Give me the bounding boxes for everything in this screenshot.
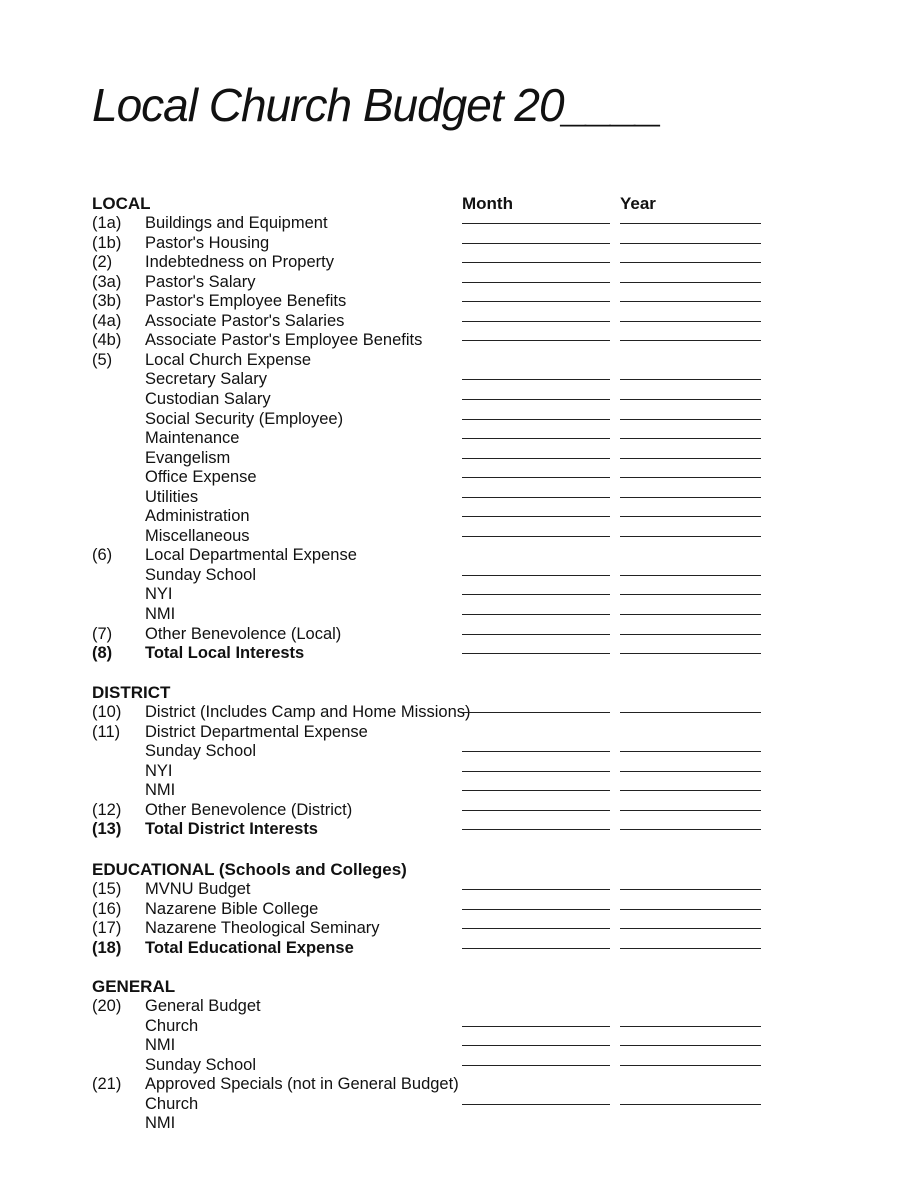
month-amount-blank[interactable] (462, 399, 610, 400)
line-number: (12) (92, 800, 122, 819)
budget-row (0, 819, 900, 839)
budget-row (0, 1055, 900, 1075)
year-amount-blank[interactable] (620, 634, 761, 635)
year-amount-blank[interactable] (620, 438, 761, 439)
month-amount-blank[interactable] (462, 771, 610, 772)
year-amount-blank[interactable] (620, 477, 761, 478)
line-label: Evangelism (145, 448, 231, 467)
month-amount-blank[interactable] (462, 243, 610, 244)
budget-row (0, 506, 900, 526)
line-label: Pastor's Salary (145, 272, 256, 291)
month-amount-blank[interactable] (462, 1045, 610, 1046)
month-amount-blank[interactable] (462, 340, 610, 341)
month-amount-blank[interactable] (462, 223, 610, 224)
line-label: Sunday School (145, 1055, 256, 1074)
year-amount-blank[interactable] (620, 243, 761, 244)
budget-row (0, 702, 900, 722)
month-amount-blank[interactable] (462, 1065, 610, 1066)
line-number: (8) (92, 644, 113, 663)
budget-row (0, 545, 900, 565)
line-label: NMI (145, 1114, 176, 1130)
month-column-header: Month (462, 194, 513, 213)
line-number: (18) (92, 938, 122, 957)
budget-row (0, 565, 900, 585)
year-amount-blank[interactable] (620, 282, 761, 283)
month-amount-blank[interactable] (462, 594, 610, 595)
month-amount-blank[interactable] (462, 575, 610, 576)
line-label: Total Educational Expense (145, 938, 354, 957)
line-label: Utilities (145, 487, 199, 506)
line-label: Nazarene Bible College (145, 899, 319, 918)
month-amount-blank[interactable] (462, 928, 610, 929)
line-label: District (Includes Camp and Home Missions) (145, 703, 471, 721)
budget-row (0, 1016, 900, 1036)
line-label: Church (145, 1094, 199, 1113)
line-label: NMI (145, 781, 176, 800)
year-column-header: Year (620, 194, 656, 213)
budget-row (0, 487, 900, 507)
section-header: DISTRICT (92, 683, 171, 702)
line-label: Sunday School (145, 565, 256, 584)
month-amount-blank[interactable] (462, 301, 610, 302)
year-amount-blank[interactable] (620, 614, 761, 615)
budget-row (0, 741, 900, 761)
budget-row (0, 624, 900, 644)
budget-row (0, 467, 900, 487)
budget-row (0, 918, 900, 938)
budget-row (0, 780, 900, 800)
budget-row (0, 311, 900, 331)
year-amount-blank[interactable] (620, 419, 761, 420)
line-number: (21) (92, 1075, 122, 1094)
line-number: (20) (92, 997, 122, 1015)
budget-row (0, 389, 900, 409)
budget-row (0, 879, 900, 899)
line-number: (5) (92, 350, 113, 369)
budget-row (0, 409, 900, 429)
budget-row (0, 428, 900, 448)
year-amount-blank[interactable] (620, 379, 761, 380)
month-amount-blank[interactable] (462, 751, 610, 752)
budget-row (0, 604, 900, 624)
section-header: LOCAL (92, 194, 151, 213)
year-amount-blank[interactable] (620, 223, 761, 224)
year-amount-blank[interactable] (620, 751, 761, 752)
budget-row (0, 722, 900, 742)
line-number: (13) (92, 820, 122, 839)
year-amount-blank[interactable] (620, 497, 761, 498)
month-amount-blank[interactable] (462, 653, 610, 654)
line-label: NMI (145, 1036, 176, 1055)
year-amount-blank[interactable] (620, 1104, 761, 1105)
month-amount-blank[interactable] (462, 438, 610, 439)
year-amount-blank[interactable] (620, 928, 761, 929)
month-amount-blank[interactable] (462, 810, 610, 811)
budget-row (0, 996, 900, 1016)
month-amount-blank[interactable] (462, 1026, 610, 1027)
month-amount-blank[interactable] (462, 419, 610, 420)
line-number: (16) (92, 899, 122, 918)
line-label: Social Security (Employee) (145, 409, 344, 428)
line-label: Administration (145, 507, 250, 526)
month-amount-blank[interactable] (462, 477, 610, 478)
section-header: GENERAL (92, 977, 176, 996)
line-label: Associate Pastor's Salaries (145, 311, 345, 330)
line-label: Local Church Expense (145, 350, 312, 369)
month-amount-blank[interactable] (462, 262, 610, 263)
budget-row (0, 448, 900, 468)
year-amount-blank[interactable] (620, 771, 761, 772)
budget-row (0, 584, 900, 604)
line-label: Nazarene Theological Seminary (145, 919, 380, 938)
line-label: Associate Pastor's Employee Benefits (145, 331, 423, 350)
year-amount-blank[interactable] (620, 948, 761, 949)
line-number: (4b) (92, 331, 122, 350)
line-label: NMI (145, 605, 176, 623)
budget-row (0, 369, 900, 389)
month-amount-blank[interactable] (462, 909, 610, 910)
line-number: (15) (92, 880, 122, 898)
year-amount-blank[interactable] (620, 909, 761, 910)
budget-row (0, 938, 900, 958)
budget-row (0, 800, 900, 820)
line-label: Approved Specials (not in General Budget) (145, 1075, 459, 1094)
month-amount-blank[interactable] (462, 536, 610, 537)
line-number: (6) (92, 546, 113, 565)
section-header: EDUCATIONAL (Schools and Colleges) (92, 860, 407, 879)
budget-row (0, 643, 900, 663)
line-number: (3a) (92, 272, 122, 291)
line-number: (1a) (92, 214, 122, 232)
budget-row (0, 526, 900, 546)
budget-row (0, 213, 900, 233)
budget-row (0, 252, 900, 272)
budget-row (0, 1035, 900, 1055)
month-amount-blank[interactable] (462, 516, 610, 517)
line-label: Sunday School (145, 742, 256, 761)
line-label: Maintenance (145, 429, 240, 448)
month-amount-blank[interactable] (462, 790, 610, 791)
line-label: Secretary Salary (145, 370, 267, 389)
budget-row (0, 272, 900, 292)
line-label: Total District Interests (145, 820, 318, 839)
year-amount-blank[interactable] (620, 536, 761, 537)
line-label: Office Expense (145, 468, 257, 487)
line-number: (17) (92, 919, 122, 938)
line-number: (3b) (92, 292, 122, 311)
month-amount-blank[interactable] (462, 282, 610, 283)
line-number: (4a) (92, 311, 122, 330)
year-amount-blank[interactable] (620, 790, 761, 791)
line-label: Indebtedness on Property (145, 253, 334, 272)
line-label: District Departmental Expense (145, 722, 368, 741)
line-number: (11) (92, 722, 121, 741)
line-label: Other Benevolence (Local) (145, 624, 342, 643)
budget-row (0, 330, 900, 350)
line-label: Custodian Salary (145, 389, 271, 408)
budget-row (0, 1113, 900, 1130)
year-amount-blank[interactable] (620, 1045, 761, 1046)
budget-row (0, 291, 900, 311)
month-amount-blank[interactable] (462, 321, 610, 322)
month-amount-blank[interactable] (462, 379, 610, 380)
year-amount-blank[interactable] (620, 1026, 761, 1027)
year-amount-blank[interactable] (620, 575, 761, 576)
budget-row (0, 1074, 900, 1094)
year-amount-blank[interactable] (620, 458, 761, 459)
page-title: Local Church Budget 20____ (92, 79, 662, 131)
line-label: MVNU Budget (145, 880, 251, 898)
year-amount-blank[interactable] (620, 889, 761, 890)
line-number: (2) (92, 253, 113, 272)
line-label: NYI (145, 761, 173, 780)
line-label: NYI (145, 585, 173, 604)
month-amount-blank[interactable] (462, 497, 610, 498)
line-label: General Budget (145, 997, 261, 1015)
line-number: (10) (92, 703, 122, 721)
year-amount-blank[interactable] (620, 1065, 761, 1066)
year-amount-blank[interactable] (620, 516, 761, 517)
month-amount-blank[interactable] (462, 889, 610, 890)
line-label: Pastor's Employee Benefits (145, 292, 347, 311)
budget-row (0, 761, 900, 781)
line-number: (1b) (92, 233, 122, 252)
year-amount-blank[interactable] (620, 594, 761, 595)
line-number: (7) (92, 624, 113, 643)
year-amount-blank[interactable] (620, 653, 761, 654)
budget-row (0, 233, 900, 253)
year-amount-blank[interactable] (620, 829, 761, 830)
month-amount-blank[interactable] (462, 712, 610, 713)
month-amount-blank[interactable] (462, 634, 610, 635)
budget-row (0, 1094, 900, 1114)
budget-row (0, 350, 900, 370)
year-amount-blank[interactable] (620, 399, 761, 400)
month-amount-blank[interactable] (462, 948, 610, 949)
line-label: Pastor's Housing (145, 233, 270, 252)
year-amount-blank[interactable] (620, 810, 761, 811)
budget-row (0, 899, 900, 919)
line-label: Other Benevolence (District) (145, 800, 353, 819)
line-label: Total Local Interests (145, 644, 305, 663)
year-amount-blank[interactable] (620, 712, 761, 713)
year-amount-blank[interactable] (620, 340, 761, 341)
line-label: Church (145, 1016, 199, 1035)
month-amount-blank[interactable] (462, 1104, 610, 1105)
line-label: Miscellaneous (145, 526, 250, 545)
year-amount-blank[interactable] (620, 321, 761, 322)
month-amount-blank[interactable] (462, 829, 610, 830)
month-amount-blank[interactable] (462, 458, 610, 459)
month-amount-blank[interactable] (462, 614, 610, 615)
line-label: Buildings and Equipment (145, 214, 328, 232)
year-amount-blank[interactable] (620, 262, 761, 263)
line-label: Local Departmental Expense (145, 546, 357, 565)
year-amount-blank[interactable] (620, 301, 761, 302)
